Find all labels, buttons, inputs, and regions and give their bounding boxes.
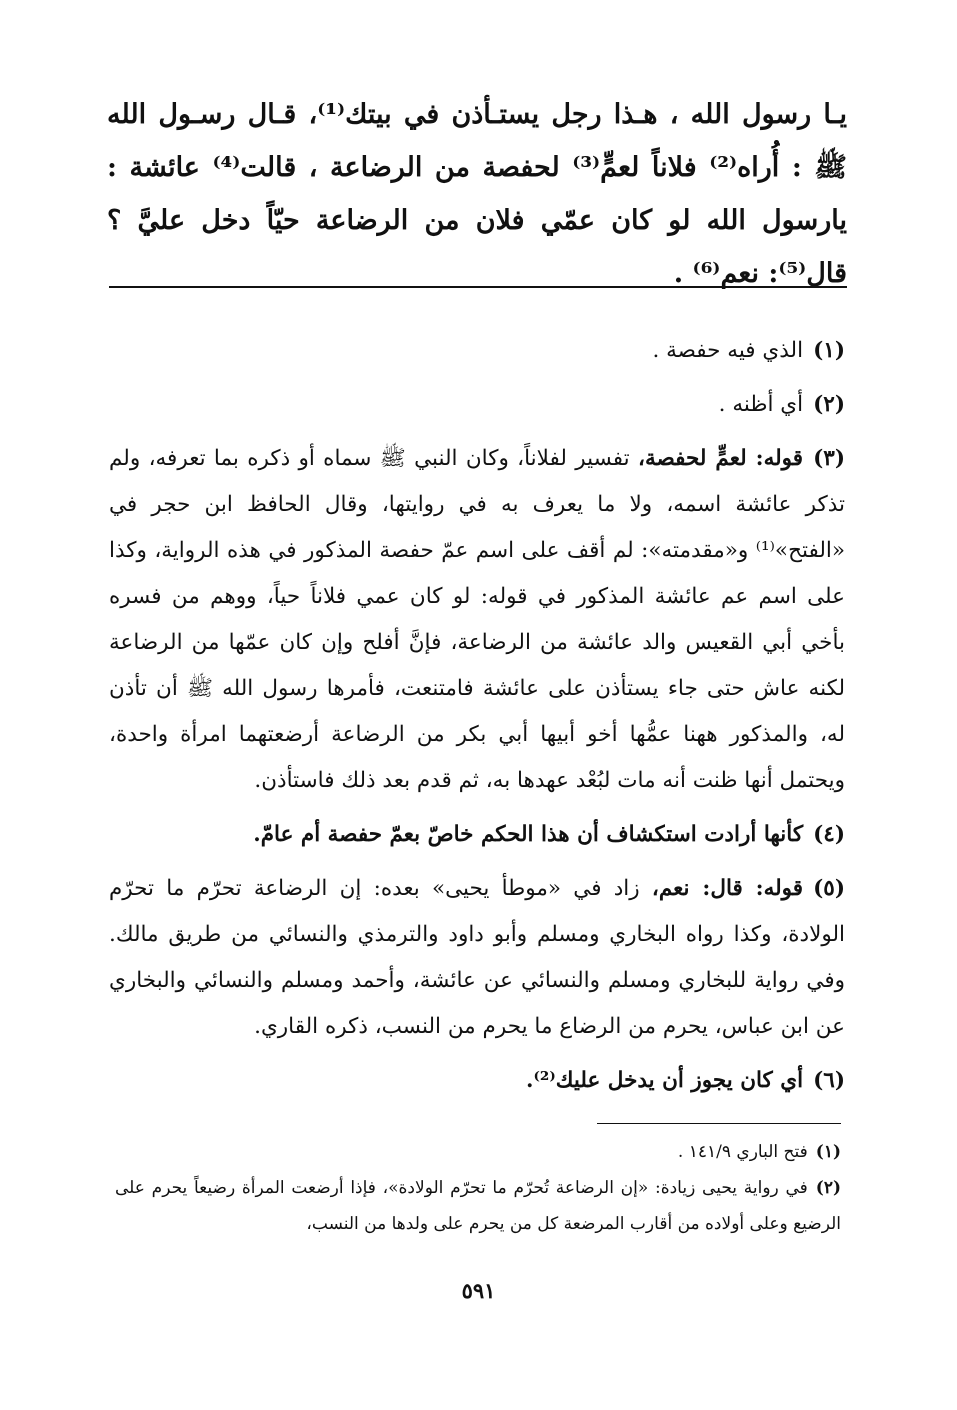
note-text: أي أظنه . xyxy=(718,392,804,417)
note-number: (٢) xyxy=(813,392,845,417)
note-number: (٦) xyxy=(813,1068,845,1093)
note-number: (٣) xyxy=(813,446,845,471)
footnote-2 xyxy=(115,1170,841,1242)
main-divider xyxy=(109,286,847,288)
footnote-number: (١) xyxy=(815,1142,841,1162)
commentary-notes xyxy=(109,328,845,1112)
note-4 xyxy=(109,812,845,858)
note-3 xyxy=(109,436,845,804)
footnotes xyxy=(115,1134,841,1242)
note-2 xyxy=(109,382,845,428)
note-1 xyxy=(109,328,845,374)
note-text: الذي فيه حفصة . xyxy=(652,338,804,363)
page-number: ٥٩١ xyxy=(461,1278,496,1303)
note-number: (٥) xyxy=(813,876,845,901)
footnote-1 xyxy=(115,1134,841,1170)
note-text: تفسير لفلاناً، وكان النبي ﷺ سماه أو ذكره بما تعرفه، ولم تذكر عائشة اسمه، ولا ما يعرف به في روايتها، وقال الحافظ ابن حجر في «الفتح»⁽¹⁾ و«مقدمته»: لم أقف على اسم عمّ حفصة المذكور في هذه الرواية، وكذا على اسم عم عائشة المذكور في قوله: لو كان عمي فلاناً حياً، ووهم من فسره بأخي أبي القعيس والد عائشة من الرضاعة، فإنَّ أفلح وإن كان عمّها من الرضاعة لكنه عاش حتى جاء يستأذن على عائشة فامتنعت، فأمرها رسول الله ﷺ أن تأذن له، والمذكور ههنا عمُّها أخو أبيها أبي بكر من الرضاعة أرضعتهما امرأة واحدة، ويحتمل أنها ظنت أنه مات لبُعْد عهدها به، ثم قدم بعد ذلك فاستأذن. xyxy=(109,446,845,793)
footnote-divider xyxy=(597,1123,841,1124)
footnote-text: فتح الباري ١٤١/٩ . xyxy=(677,1142,808,1162)
note-text: زاد في «موطأ يحيى» بعده: إن الرضاعة تحرّم ما تحرّم الولادة، وكذا رواه البخاري ومسلم وأبو داود والترمذي والنسائي من طريق مالك. وفي رواية للبخاري ومسلم والنسائي عن عائشة، وأحمد ومسلم والنسائي والبخاري عن ابن عباس، يحرم من الرضاع ما يحرم من النسب، ذكره القاري. xyxy=(109,876,845,1039)
note-text: أي كان يجوز أن يدخل عليك⁽²⁾. xyxy=(526,1068,804,1093)
note-text: كأنها أرادت استكشاف أن هذا الحكم خاصّ بعمّ حفصة أم عامّ. xyxy=(253,822,804,847)
note-lead: قوله: قال: نعم، xyxy=(651,876,804,901)
note-5 xyxy=(109,866,845,1050)
note-number: (١) xyxy=(813,338,845,363)
main-text: يـا رسول الله ، هـذا رجل يستـأذن في بيتك⁽¹⁾، قـال رسـول الله ﷺ : أُراه⁽²⁾ فلاناً لعمٍّ⁽³⁾ لحفصة من الرضاعة ، قالت⁽⁴⁾ عائشة : يارسول الله لو كان عمّي فلان من الرضاعة حيّاً دخل عليَّ ؟ قال⁽⁵⁾: نعم⁽⁶⁾ . xyxy=(107,99,848,289)
footnote-number: (٢) xyxy=(815,1178,841,1198)
note-number: (٤) xyxy=(813,822,845,847)
note-lead: قوله: لعمٍّ لحفصة، xyxy=(638,446,804,471)
note-6 xyxy=(109,1058,845,1104)
footnote-text: في رواية يحيى زيادة: «إن الرضاعة تُحرّم ما تحرّم الولادة»، فإذا أرضعت المرأة رضيعاً يحرم على الرضيع وعلى أولاده من أقارب المرضعة كل من يحرم على ولدها من النسب، xyxy=(115,1178,841,1234)
